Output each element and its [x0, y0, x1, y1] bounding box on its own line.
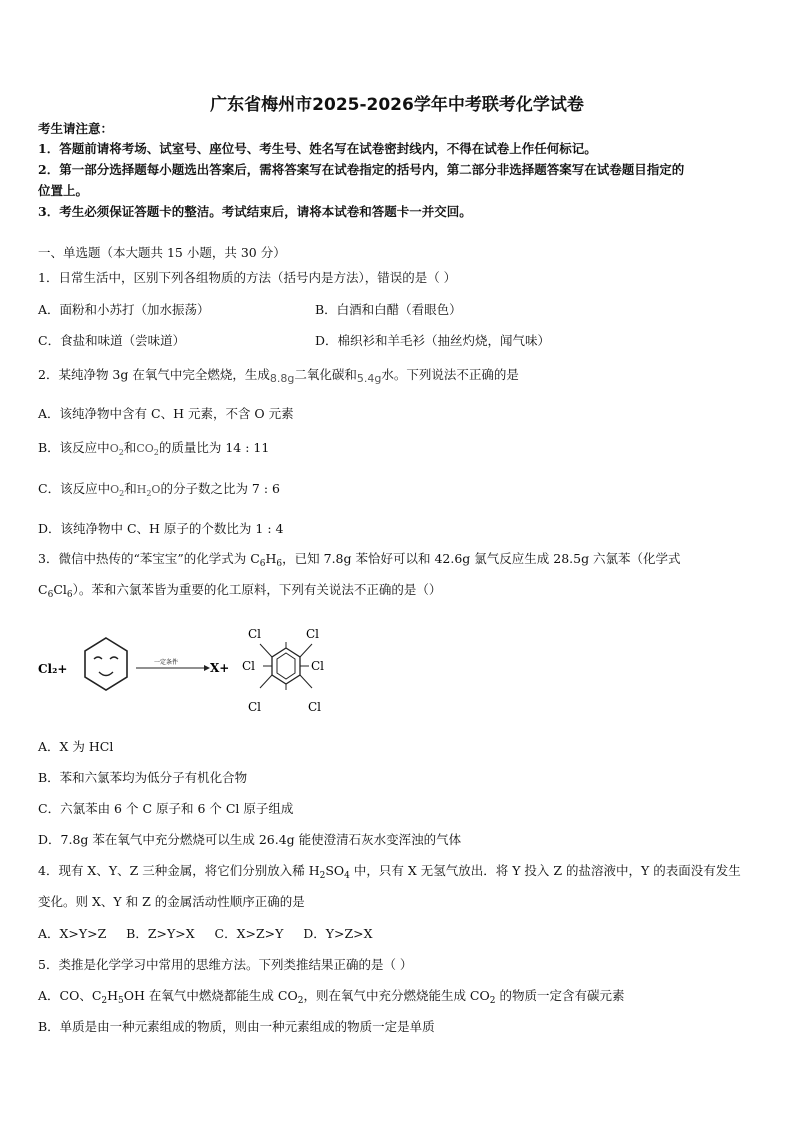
formula-symbol: O	[110, 483, 120, 496]
chlorine-label: Cl	[306, 627, 320, 641]
reaction-condition: 一定条件	[154, 659, 179, 666]
q4-text: 中，只有 X 无氢气放出．将 Y 投入 Z 的盐溶液中，Y 的表面没有发生	[349, 863, 741, 878]
q3-text: ）。苯和六氯苯皆为重要的化工原料，下列有关说法不正确的是（）	[72, 582, 442, 597]
conjunction: 和	[123, 440, 137, 455]
q5-option-b: B．单质是由一种元素组成的物质，则由一种元素组成的物质一定是单质	[38, 1019, 435, 1034]
subscript: 2	[297, 996, 304, 1006]
conjunction: 和	[124, 481, 137, 496]
subscript: 6	[66, 590, 73, 600]
q2-option-c	[38, 481, 280, 502]
q2-option-b	[38, 440, 269, 461]
formula-o2	[109, 442, 124, 458]
q3-text: Cl	[53, 582, 67, 597]
q5-text: 的物质一定含有碳元素	[495, 988, 625, 1003]
subscript: 5	[118, 996, 124, 1006]
section-heading: 一、单选题（本大题共 15 小题，共 30 分）	[38, 245, 286, 260]
q2-stem-part: 2．某纯净物 3g 在氧气中完全燃烧，生成	[38, 367, 270, 382]
formula-symbol: CO	[136, 442, 154, 455]
q5-text: OH 在氧气中燃烧都能生成 CO	[123, 988, 298, 1003]
reaction-equation-figure	[36, 620, 356, 725]
formula-subscript: 2	[119, 489, 125, 499]
q3-option-a: A．X 为 HCl	[38, 739, 114, 754]
q2-stem-part: 二氧化碳和	[294, 367, 357, 382]
subscript: 2	[101, 996, 108, 1006]
subscript: 2	[319, 871, 326, 881]
notice-heading: 考生请注意：	[38, 121, 114, 136]
q3-stem-line2	[38, 582, 441, 603]
q4-text: SO	[325, 863, 345, 878]
chlorine-label: Cl	[242, 659, 256, 673]
q5-stem: 5．类推是化学学习中常用的思维方法。下列类推结果正确的是（ ）	[38, 957, 413, 972]
chlorine-label: Cl	[248, 627, 262, 641]
q1-option-a: A．面粉和小苏打（加水振荡）	[38, 302, 210, 317]
formula-subscript: 2	[118, 448, 124, 458]
formula-symbol: H	[136, 483, 147, 496]
eq-reactant-cl2: Cl₂+	[38, 662, 68, 676]
q2-option-b-text: 的质量比为 14 : 11	[158, 440, 270, 455]
q3-option-c: C．六氯苯由 6 个 C 原子和 6 个 Cl 原子组成	[38, 801, 294, 816]
notice-item-2: 2．第一部分选择题每小题选出答案后，需将答案写在试卷指定的括号内，第二部分非选择题答案写在试卷题目指定的	[38, 162, 685, 177]
q3-text: 3．微信中热传的“苯宝宝”的化学式为 C	[38, 551, 260, 566]
notice-item-3: 3．考生必须保证答题卡的整洁。考试结束后，请将本试卷和答题卡一并交回。	[38, 204, 472, 219]
q4-text: 4．现有 X、Y、Z 三种金属，将它们分别放入稀 H	[38, 863, 320, 878]
formula-subscript: 2	[153, 448, 159, 458]
chlorine-label: Cl	[248, 700, 262, 714]
subscript: 6	[276, 559, 283, 569]
q4-stem-line1	[38, 863, 741, 884]
q5-option-a	[38, 988, 624, 1009]
q4-options: A．X>Y>Z B．Z>Y>X C．X>Z>Y D．Y>Z>X	[38, 926, 373, 941]
q2-stem-part: 水。下列说法不正确的是	[381, 367, 519, 382]
notice-item-1: 1．答题前请将考场、试室号、座位号、考生号、姓名写在试卷密封线内，不得在试卷上作任何标记。	[38, 141, 597, 156]
q2-stem	[38, 367, 519, 387]
q2-option-c-text: C．该反应中	[38, 481, 111, 496]
benzene-emoji-icon	[85, 638, 127, 690]
eq-product-x: X+	[210, 661, 230, 675]
q3-text: ，已知 7.8g 苯恰好可以和 42.6g 氯气反应生成 28.5g 六氯苯（化学式	[282, 551, 681, 566]
hexachlorobenzene-structure	[260, 642, 312, 690]
formula-o2	[110, 483, 125, 499]
formula-symbol: O	[151, 483, 161, 496]
q1-option-b: B．白酒和白醋（看眼色）	[315, 302, 462, 317]
q1-option-d: D．棉织衫和羊毛衫（抽丝灼烧，闻气味）	[315, 333, 551, 348]
q5-text: A．CO、C	[38, 988, 102, 1003]
q4-stem-line2: 变化。则 X、Y 和 Z 的金属活动性顺序正确的是	[38, 894, 305, 909]
subscript: 6	[259, 559, 266, 569]
q3-text: H	[265, 551, 277, 566]
q3-text: C	[38, 582, 48, 597]
q2-mass-h2o: 5.4g	[356, 372, 382, 385]
q2-option-d: D．该纯净物中 C、H 原子的个数比为 1 : 4	[38, 521, 284, 536]
q2-option-b-text: B．该反应中	[38, 440, 110, 455]
q1-stem: 1．日常生活中，区别下列各组物质的方法（括号内是方法），错误的是（ ）	[38, 270, 457, 285]
formula-h2o	[136, 483, 161, 499]
q3-option-b: B．苯和六氯苯均为低分子有机化合物	[38, 770, 248, 785]
q2-mass-co2: 8.8g	[269, 372, 295, 385]
chlorine-label: Cl	[308, 700, 322, 714]
q2-option-c-text: 的分子数之比为 7 : 6	[160, 481, 280, 496]
q2-option-a: A．该纯净物中含有 C、H 元素，不含 O 元素	[38, 406, 294, 421]
subscript: 6	[47, 590, 54, 600]
page-title: 广东省梅州市2025-2026学年中考联考化学试卷	[210, 95, 584, 115]
q3-option-d: D．7.8g 苯在氧气中充分燃烧可以生成 26.4g 能使澄清石灰水变浑浊的气体	[38, 832, 462, 847]
subscript: 4	[344, 871, 350, 881]
chlorine-label: Cl	[311, 659, 325, 673]
q1-option-c: C．食盐和味道（尝味道）	[38, 333, 186, 348]
q3-stem-line1	[38, 551, 681, 572]
formula-co2	[136, 442, 159, 458]
formula-subscript: 2	[146, 489, 152, 499]
q5-text: H	[107, 988, 119, 1003]
subscript: 2	[489, 996, 496, 1006]
q5-text: ，则在氧气中充分燃烧能生成 CO	[303, 988, 490, 1003]
formula-symbol: O	[109, 442, 119, 455]
notice-item-2-cont: 位置上。	[38, 183, 89, 198]
